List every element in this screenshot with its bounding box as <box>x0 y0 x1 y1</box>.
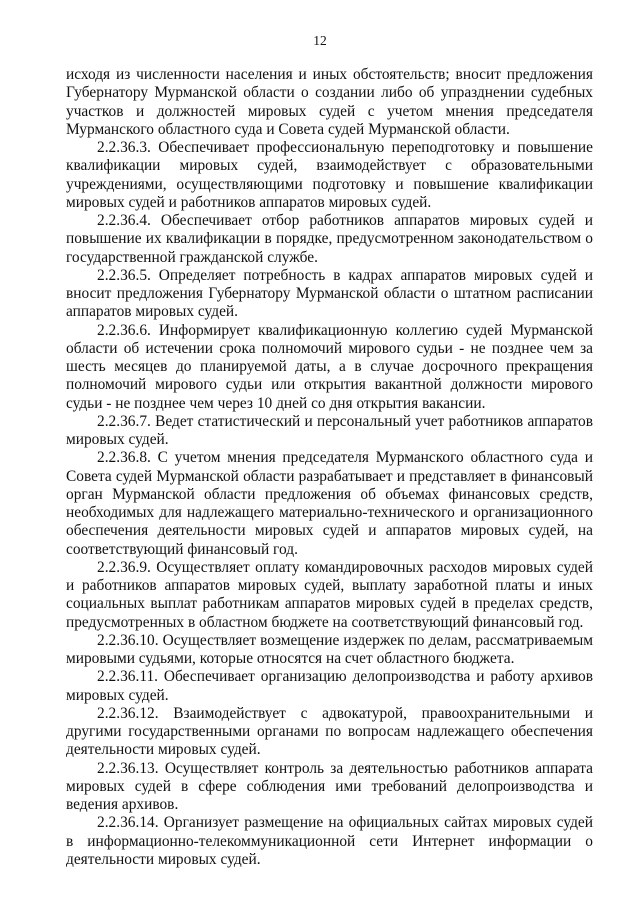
paragraph-2-2-36-8: 2.2.36.8. С учетом мнения председателя Мурманского областного суда и Совета судей Мурманской области разрабатывает и представляет в финансовый орган Мурманской области предложения об объемах финансовых средств, необходимых для надлежащего материально-технического и организационного обеспечения деятельности мировых судей и аппаратов мировых судей, на соответствующий финансовый год. <box>66 449 593 558</box>
paragraph-2-2-36-13: 2.2.36.13. Осуществляет контроль за деятельностью работников аппарата мировых судей в сфере соблюдения ими требований делопроизводства и ведения архивов. <box>66 759 593 813</box>
paragraph-continuation: исходя из численности населения и иных обстоятельств; вносит предложения Губернатору Мурманской области о создании либо об упразднении судебных участков и должностей мировых судей с учетом мнения председателя Мурманского областного суда и Совета судей Мурманской области. <box>66 66 593 138</box>
paragraph-2-2-36-6: 2.2.36.6. Информирует квалификационную коллегию судей Мурманской области об истечении срока полномочий мирового судьи - не позднее чем за шесть месяцев до планируемой даты, а в случае досрочного прекращения полномочий мирового судьи или открытия вакантной должности мирового судьи - не позднее чем через 10 дней со дня открытия вакансии. <box>66 321 593 412</box>
paragraph-2-2-36-9: 2.2.36.9. Осуществляет оплату командировочных расходов мировых судей и работников аппаратов мировых судей, выплату заработной платы и иных социальных выплат работникам аппаратов мировых судей в пределах средств, предусмотренных в областном бюджете на соответствующий финансовый год. <box>66 558 593 631</box>
paragraph-2-2-36-10: 2.2.36.10. Осуществляет возмещение издержек по делам, рассматриваемым мировыми судьями, которые относятся на счет областного бюджета. <box>66 631 593 667</box>
paragraph-2-2-36-12: 2.2.36.12. Взаимодействует с адвокатурой, правоохранительными и другими государственными органами по вопросам надлежащего обеспечения деятельности мировых судей. <box>66 704 593 759</box>
paragraph-2-2-36-14: 2.2.36.14. Организует размещение на официальных сайтах мировых судей в информационно-телекоммуникационной сети Интернет информации о деятельности мировых судей. <box>66 814 593 868</box>
paragraph-2-2-36-11: 2.2.36.11. Обеспечивает организацию делопроизводства и работу архивов мировых судей. <box>66 668 593 704</box>
body-text <box>66 66 593 869</box>
paragraph-2-2-36-3: 2.2.36.3. Обеспечивает профессиональную переподготовку и повышение квалификации мировых судей, взаимодействует с образовательными учреждениями, осуществляющими подготовку и повышение квалификации мировых судей и работников аппаратов мировых судей. <box>66 139 593 211</box>
page-number: 12 <box>313 33 327 48</box>
paragraph-2-2-36-7: 2.2.36.7. Ведет статистический и персональный учет работников аппаратов мировых судей. <box>66 412 593 448</box>
paragraph-2-2-36-5: 2.2.36.5. Определяет потребность в кадрах аппаратов мировых судей и вносит предложения Губернатору Мурманской области о штатном расписании аппаратов мировых судей. <box>66 266 593 321</box>
paragraph-2-2-36-4: 2.2.36.4. Обеспечивает отбор работников аппаратов мировых судей и повышение их квалификации в порядке, предусмотренном законодательством о государственной гражданской службе. <box>66 212 593 266</box>
